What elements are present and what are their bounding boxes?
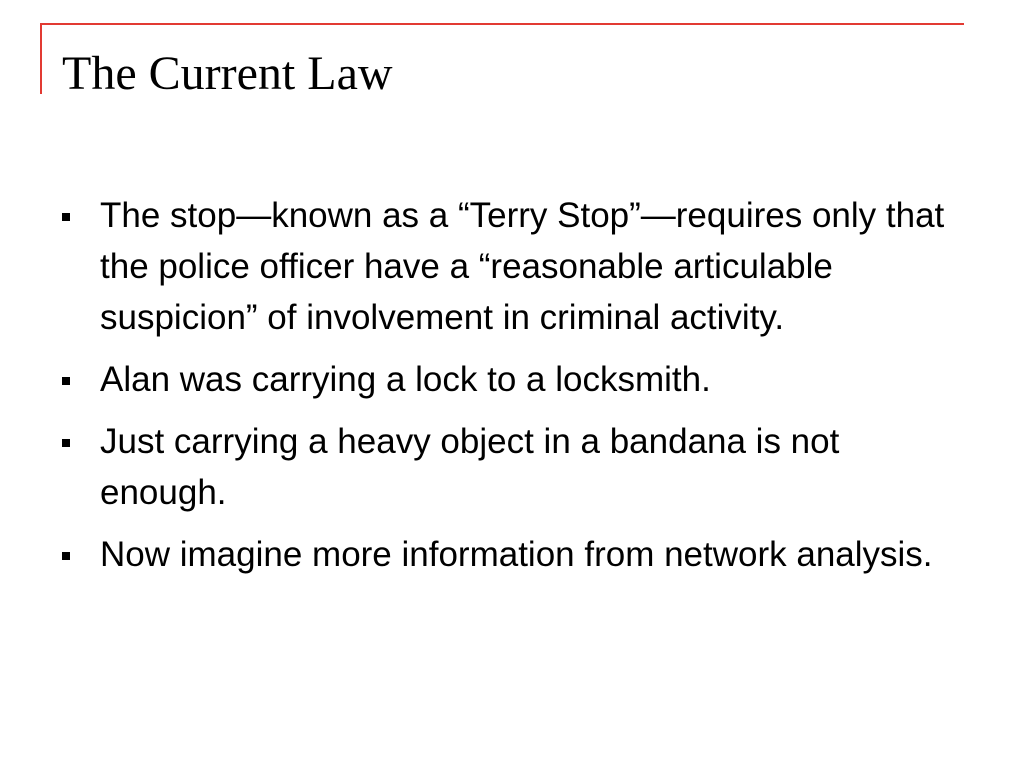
square-bullet-icon [62,377,70,385]
bullet-item [62,529,972,580]
bullet-list [62,190,972,580]
square-bullet-icon [62,439,70,447]
title-accent-line-top [40,23,964,25]
bullet-text: The stop—known as a “Terry Stop”—requires only that the police officer have a “reasonable articulable suspicion” of involvement in criminal activity. [100,196,945,337]
square-bullet-icon [62,213,70,221]
bullet-text: Now imagine more information from network analysis. [100,535,933,574]
square-bullet-icon [62,552,70,560]
slide-title: The Current Law [62,47,393,100]
bullet-text: Just carrying a heavy object in a bandana is not enough. [100,422,840,512]
title-accent-line-left [40,23,42,94]
bullet-item [62,416,972,518]
bullet-item [62,190,972,343]
bullet-text: Alan was carrying a lock to a locksmith. [100,360,711,399]
bullet-item [62,354,972,405]
